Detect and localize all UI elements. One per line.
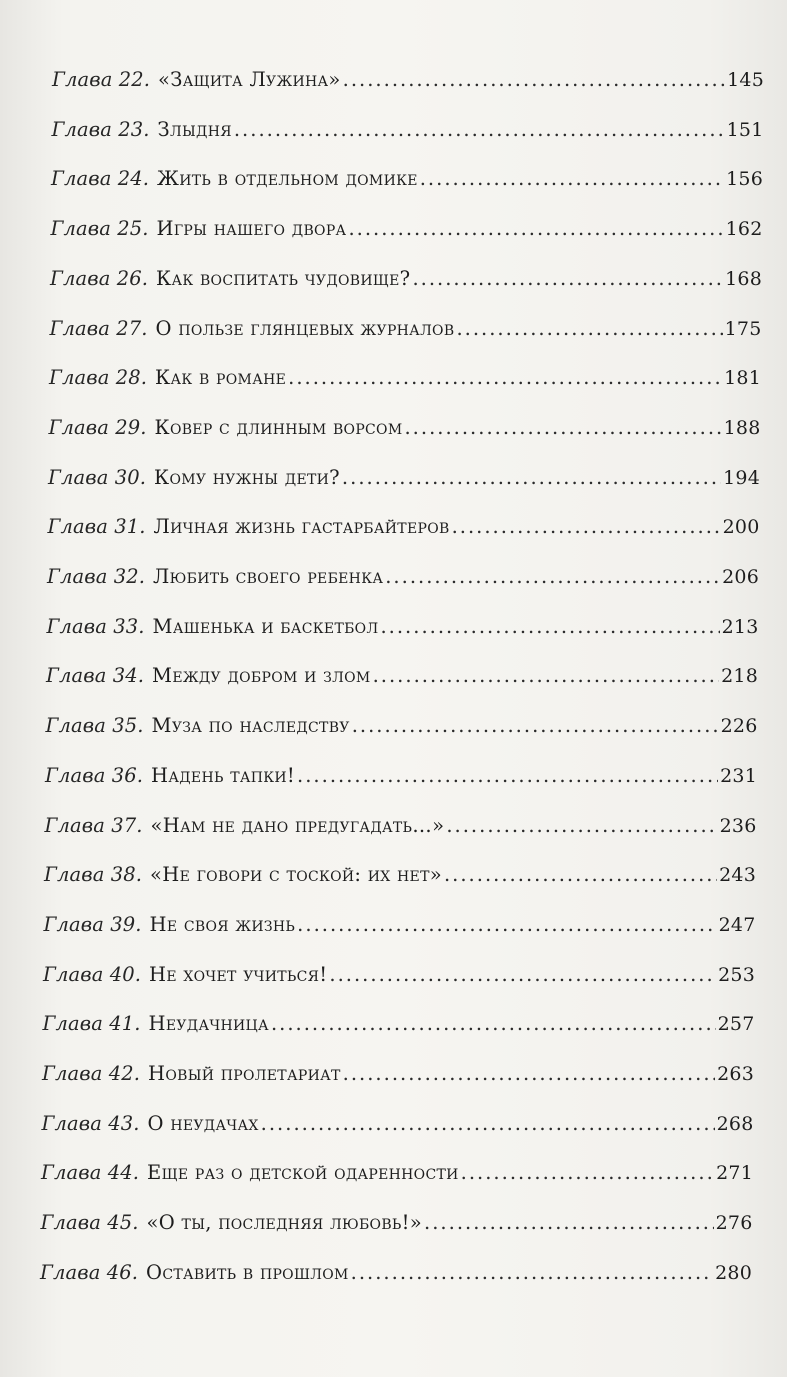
- chapter-title: Надень тапки!: [151, 763, 296, 787]
- dot-leader: [446, 814, 717, 837]
- toc-entry: [50, 317, 762, 357]
- chapter-number: Глава 43.: [41, 1111, 140, 1135]
- chapter-number: Глава 25.: [50, 217, 149, 241]
- chapter-title: Оставить в прошлом: [146, 1260, 349, 1284]
- toc-entry: [46, 714, 758, 754]
- dot-leader: [261, 1112, 715, 1135]
- toc-entry: [50, 267, 762, 307]
- page-number: 156: [726, 168, 763, 191]
- chapter-title: Как в романе: [155, 366, 287, 390]
- toc-entry: [48, 466, 760, 506]
- chapter-title: О пользе глянцевых журналов: [155, 316, 455, 340]
- chapter-title: Не своя жизнь: [149, 912, 296, 936]
- chapter-number: Глава 42.: [42, 1062, 141, 1085]
- chapter-number: Глава 28.: [49, 366, 148, 390]
- toc-entry: [44, 913, 756, 953]
- chapter-title: Ковер с длинным ворсом: [154, 415, 403, 439]
- toc-entry: [47, 565, 759, 605]
- toc-entry: [47, 615, 759, 655]
- chapter-title: Еще раз о детской одаренности: [147, 1161, 459, 1185]
- page-number: 257: [717, 1013, 755, 1036]
- page-number: 162: [725, 218, 763, 241]
- chapter-title: Муза по наследству: [151, 714, 350, 738]
- chapter-title: «Защита Лужина»: [158, 68, 341, 91]
- page-number: 268: [716, 1112, 754, 1135]
- dot-leader: [461, 1161, 715, 1184]
- page-number: 206: [722, 566, 759, 588]
- page-number: 263: [717, 1063, 754, 1085]
- page-number: 280: [715, 1261, 752, 1284]
- page-number: 253: [718, 963, 755, 986]
- chapter-title: Машенька и баскетбол: [152, 614, 379, 638]
- toc-entry: [44, 863, 756, 903]
- toc-entry: [42, 1062, 754, 1102]
- page-number: 231: [720, 764, 757, 787]
- page-number: 218: [721, 665, 758, 688]
- toc-entry: [51, 217, 763, 257]
- page-number: 168: [725, 267, 762, 290]
- chapter-title: Жить в отдельном домике: [157, 167, 418, 191]
- toc-entry: [45, 764, 757, 804]
- chapter-number: Глава 37.: [44, 813, 143, 837]
- dot-leader: [343, 68, 726, 91]
- toc-entry: [46, 664, 758, 704]
- page-number: 276: [715, 1212, 753, 1235]
- chapter-title: Игры нашего двора: [156, 217, 347, 241]
- page-number: 226: [720, 715, 758, 738]
- dot-leader: [351, 1261, 714, 1284]
- chapter-number: Глава 39.: [43, 912, 142, 936]
- page-number: 271: [716, 1162, 753, 1185]
- toc-entry: [52, 118, 764, 158]
- toc-entry: [42, 1112, 754, 1152]
- chapter-title: О неудачах: [147, 1111, 259, 1135]
- chapter-title: «О ты, последняя любовь!»: [146, 1211, 423, 1235]
- toc-entry: [51, 167, 763, 207]
- chapter-title: Любить своего ребенка: [153, 565, 384, 588]
- chapter-number: Глава 22.: [52, 68, 151, 91]
- dot-leader: [373, 664, 720, 687]
- chapter-title: «Нам не дано предугадать…»: [150, 813, 445, 837]
- page-number: 247: [718, 913, 756, 936]
- toc-entry: [43, 1012, 755, 1052]
- dot-leader: [412, 267, 723, 290]
- page-number: 181: [724, 367, 761, 390]
- chapter-number: Глава 41.: [42, 1012, 141, 1036]
- page-number: 175: [724, 317, 762, 340]
- chapter-number: Глава 33.: [46, 614, 145, 638]
- page-number: 151: [726, 118, 764, 141]
- page-number: 194: [723, 466, 760, 489]
- dot-leader: [456, 317, 722, 340]
- toc-entry: [43, 963, 755, 1003]
- toc-entry: [48, 515, 760, 555]
- dot-leader: [342, 466, 721, 489]
- chapter-title: Личная жизнь гастарбайтеров: [153, 515, 450, 539]
- chapter-number: Глава 31.: [47, 515, 146, 539]
- chapter-number: Глава 30.: [48, 465, 147, 489]
- toc-entry: [49, 366, 761, 406]
- dot-leader: [452, 515, 721, 538]
- chapter-number: Глава 38.: [44, 863, 143, 887]
- dot-leader: [424, 1211, 714, 1234]
- dot-leader: [297, 764, 718, 787]
- page-number: 236: [719, 814, 757, 837]
- dot-leader: [385, 565, 720, 588]
- chapter-number: Глава 32.: [47, 565, 146, 588]
- dot-leader: [380, 615, 719, 638]
- chapter-number: Глава 23.: [51, 117, 150, 141]
- chapter-title: Кому нужны дети?: [154, 465, 340, 489]
- dot-leader: [348, 217, 723, 240]
- dot-leader: [329, 963, 716, 986]
- dot-leader: [420, 167, 724, 190]
- dot-leader: [234, 118, 725, 141]
- dot-leader: [352, 714, 719, 737]
- toc-entry: [52, 68, 764, 108]
- dot-leader: [444, 863, 717, 886]
- chapter-number: Глава 46.: [40, 1260, 139, 1284]
- dot-leader: [297, 913, 716, 936]
- dot-leader: [343, 1062, 716, 1085]
- chapter-title: Новый пролетариат: [148, 1062, 341, 1085]
- page-number: 213: [721, 615, 759, 638]
- dot-leader: [271, 1012, 716, 1035]
- chapter-title: Между добром и злом: [152, 664, 371, 688]
- chapter-number: Глава 36.: [45, 763, 144, 787]
- chapter-number: Глава 24.: [51, 167, 150, 191]
- toc-entry: [45, 814, 757, 854]
- dot-leader: [288, 366, 722, 389]
- chapter-title: «Не говори с тоской: их нет»: [150, 863, 442, 887]
- chapter-number: Глава 29.: [48, 415, 147, 439]
- page-number: 243: [719, 864, 756, 887]
- page-number: 200: [722, 516, 760, 539]
- page-number: 188: [723, 416, 761, 439]
- page-number: 145: [727, 69, 764, 91]
- chapter-number: Глава 40.: [43, 962, 142, 986]
- chapter-title: Неудачница: [148, 1012, 269, 1036]
- toc-entry: [49, 416, 761, 456]
- chapter-number: Глава 27.: [49, 316, 148, 340]
- dot-leader: [404, 416, 721, 439]
- chapter-number: Глава 44.: [41, 1161, 140, 1185]
- toc-entry: [41, 1211, 753, 1251]
- chapter-title: Злыдня: [157, 117, 232, 141]
- chapter-number: Глава 26.: [50, 266, 149, 290]
- chapter-title: Как воспитать чудовище?: [156, 266, 411, 290]
- chapter-number: Глава 35.: [45, 714, 144, 738]
- chapter-number: Глава 34.: [46, 664, 145, 688]
- chapter-title: Не хочет учиться!: [149, 962, 328, 986]
- toc-entry: [40, 1261, 752, 1301]
- toc-entry: [41, 1161, 753, 1201]
- chapter-number: Глава 45.: [40, 1211, 139, 1235]
